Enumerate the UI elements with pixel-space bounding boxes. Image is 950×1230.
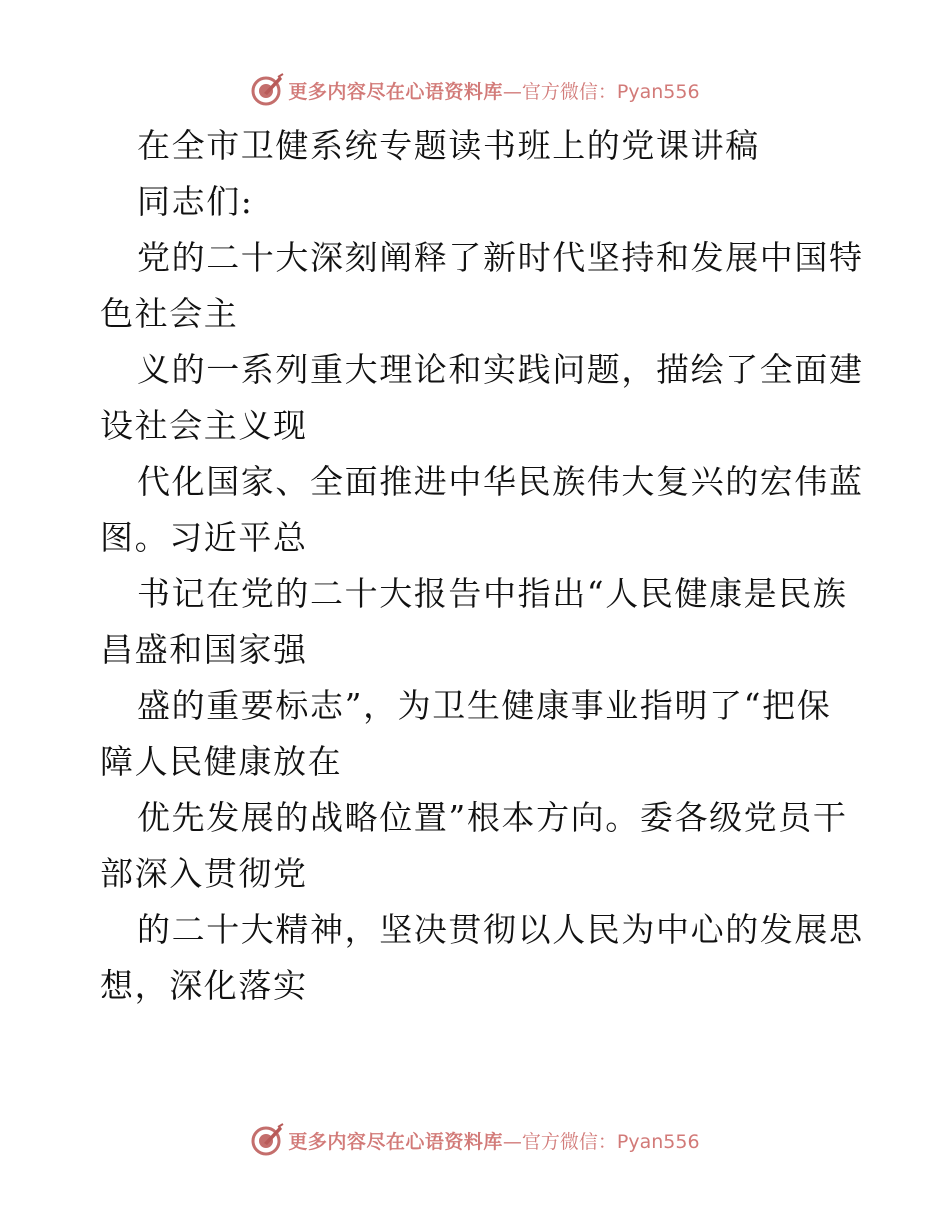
- text-line: 色社会主: [100, 294, 239, 333]
- footer-watermark-banner: [0, 1118, 950, 1162]
- document-body: [100, 118, 864, 1014]
- banner-official-text: —官方微信：Pyan556: [502, 1130, 700, 1153]
- quill-logo-icon: [250, 1123, 284, 1157]
- text-line: 代化国家、全面推进中华民族伟大复兴的宏伟蓝: [137, 462, 864, 501]
- text-line: 部深入贯彻党: [100, 854, 308, 893]
- text-line: 想，深化落实: [100, 966, 308, 1005]
- banner-site-text: 更多内容尽在心语资料库: [288, 80, 503, 103]
- text-line: 同志们:: [137, 182, 254, 221]
- text-line: 图。习近平总: [100, 518, 308, 557]
- text-line: 昌盛和国家强: [100, 630, 308, 669]
- text-line: 优先发展的战略位置”根本方向。委各级党员干: [137, 798, 848, 837]
- text-line: 盛的重要标志”，为卫生健康事业指明了“把保: [137, 686, 832, 725]
- text-line: 设社会主义现: [100, 406, 308, 445]
- document-title: 在全市卫健系统专题读书班上的党课讲稿: [137, 126, 760, 165]
- text-line: 的二十大精神，坚决贯彻以人民为中心的发展思: [137, 910, 864, 949]
- text-line: 党的二十大深刻阐释了新时代坚持和发展中国特: [137, 238, 864, 277]
- text-line: 义的一系列重大理论和实践问题，描绘了全面建: [137, 350, 864, 389]
- header-watermark-banner: [0, 68, 950, 112]
- text-line: 书记在党的二十大报告中指出“人民健康是民族: [137, 574, 848, 613]
- quill-logo-icon: [250, 73, 284, 107]
- text-line: 障人民健康放在: [100, 742, 343, 781]
- banner-official-text: —官方微信：Pyan556: [502, 80, 700, 103]
- banner-site-text: 更多内容尽在心语资料库: [288, 1130, 503, 1153]
